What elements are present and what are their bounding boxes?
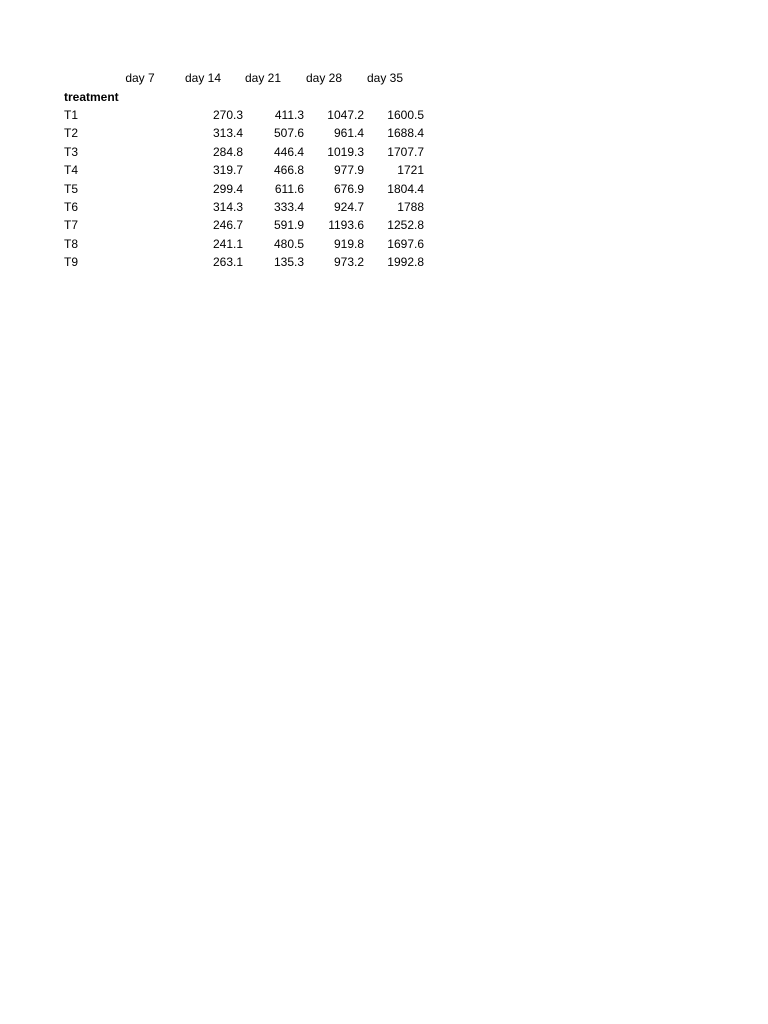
cell-t9-day-28: 973.2 [333, 255, 364, 269]
cell-t5-day-14: 299.4 [212, 182, 243, 196]
cell-t8-day-7 [123, 235, 183, 253]
cell-t5-day-35: 1804.4 [387, 182, 424, 196]
cell-t7-day-14: 246.7 [212, 218, 243, 232]
cell-t5-day-21: 611.6 [274, 182, 304, 196]
cell-t2-day-28: 961.4 [333, 126, 364, 140]
cell-t6-day-28: 924.7 [333, 200, 364, 214]
cell-t4-day-35: 1721 [397, 163, 424, 177]
row-label-t9: T9 [64, 255, 79, 269]
cell-t8-day-35: 1697.6 [387, 237, 424, 251]
cell-t1-day-14: 270.3 [212, 108, 243, 122]
cell-t3-day-21: 446.4 [273, 145, 304, 159]
column-header-day-28: day 28 [305, 71, 343, 85]
cell-t6-day-21: 333.4 [273, 200, 304, 214]
cell-t2-day-35: 1688.4 [387, 126, 424, 140]
cell-t4-day-21: 466.8 [273, 163, 304, 177]
cell-t2-day-7 [123, 124, 183, 142]
cell-t1-day-35: 1600.5 [387, 108, 424, 122]
cell-t6-day-14: 314.3 [212, 200, 243, 214]
cell-t9-day-21: 135.3 [273, 255, 304, 269]
column-header-day-7: day 7 [125, 71, 155, 85]
row-label-t7: T7 [64, 218, 79, 232]
cell-t7-day-35: 1252.8 [387, 218, 424, 232]
cell-t8-day-14: 241.1 [212, 237, 243, 251]
cell-t4-day-14: 319.7 [212, 163, 243, 177]
cell-t5-day-28: 676.9 [333, 182, 364, 196]
cell-t3-day-28: 1019.3 [327, 145, 364, 159]
cell-t8-day-28: 919.8 [333, 237, 364, 251]
column-header-day-14: day 14 [184, 71, 222, 85]
row-label-t4: T4 [64, 163, 79, 177]
cell-t7-day-21: 591.9 [273, 218, 304, 232]
cell-t2-day-21: 507.6 [273, 126, 304, 140]
row-label-t3: T3 [64, 145, 79, 159]
column-header-day-35: day 35 [366, 71, 404, 85]
cell-t3-day-35: 1707.7 [387, 145, 424, 159]
cell-t3-day-14: 284.8 [212, 145, 243, 159]
cell-t3-day-7 [123, 143, 183, 161]
cell-t1-day-21: 411.3 [274, 108, 304, 122]
row-label-t2: T2 [64, 126, 79, 140]
row-label-t8: T8 [64, 237, 79, 251]
cell-t2-day-14: 313.4 [212, 126, 243, 140]
cell-t6-day-35: 1788 [397, 200, 424, 214]
row-label-t1: T1 [64, 108, 79, 122]
cell-t5-day-7 [123, 180, 183, 198]
cell-t1-day-28: 1047.2 [327, 108, 364, 122]
cell-t1-day-7 [123, 106, 183, 124]
row-header-treatment: treatment [64, 90, 119, 104]
cell-t9-day-7 [123, 253, 183, 271]
cell-t7-day-28: 1193.6 [328, 218, 364, 232]
cell-t6-day-7 [123, 198, 183, 216]
cell-t4-day-7 [123, 161, 183, 179]
column-header-day-21: day 21 [244, 71, 282, 85]
row-label-t6: T6 [64, 200, 79, 214]
cell-t7-day-7 [123, 216, 183, 234]
cell-t4-day-28: 977.9 [333, 163, 364, 177]
cell-t9-day-14: 263.1 [212, 255, 243, 269]
cell-t8-day-21: 480.5 [273, 237, 304, 251]
cell-t9-day-35: 1992.8 [387, 255, 424, 269]
row-label-t5: T5 [64, 182, 79, 196]
